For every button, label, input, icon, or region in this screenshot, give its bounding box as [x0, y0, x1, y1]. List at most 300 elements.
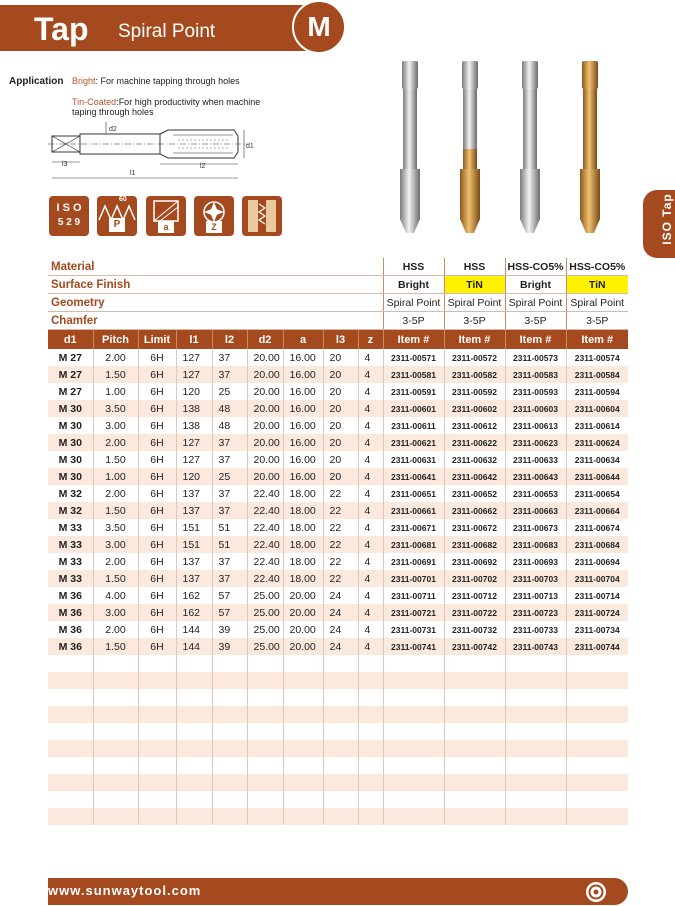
table-cell: 137	[176, 485, 212, 502]
tap-image-tin-hss	[460, 61, 480, 233]
item-number-cell: 2311-00673	[505, 519, 566, 536]
table-cell: 18.00	[283, 485, 323, 502]
table-cell: 2.00	[93, 553, 138, 570]
table-cell: 37	[212, 349, 247, 366]
empty-cell	[505, 706, 566, 723]
tap-image-bright-hss	[400, 61, 420, 233]
table-cell: 144	[176, 638, 212, 655]
table-cell: 18.00	[283, 536, 323, 553]
item-number-cell: 2311-00631	[383, 451, 444, 468]
item-number-cell: 2311-00633	[505, 451, 566, 468]
empty-cell	[444, 655, 505, 672]
table-cell: 25	[212, 468, 247, 485]
empty-cell	[566, 774, 628, 791]
empty-cell	[358, 774, 383, 791]
table-cell: 22	[323, 570, 358, 587]
empty-cell	[383, 757, 444, 774]
table-row	[48, 621, 628, 638]
item-number-cell: 2311-00664	[566, 502, 628, 519]
empty-cell	[247, 757, 283, 774]
table-cell: 137	[176, 502, 212, 519]
empty-cell	[138, 791, 176, 808]
item-number-cell: 2311-00743	[505, 638, 566, 655]
through-hole-icon	[242, 196, 282, 236]
table-cell: 37	[212, 553, 247, 570]
empty-cell	[176, 740, 212, 757]
item-number-cell: 2311-00642	[444, 468, 505, 485]
empty-cell	[323, 791, 358, 808]
tap-image-bright-hssco	[520, 61, 540, 233]
table-cell: 1.50	[93, 366, 138, 383]
empty-cell	[323, 757, 358, 774]
item-number-cell: 2311-00721	[383, 604, 444, 621]
empty-cell	[247, 655, 283, 672]
empty-cell	[247, 689, 283, 706]
table-cell: M 30	[48, 434, 93, 451]
table-cell: 18.00	[283, 502, 323, 519]
table-cell: 151	[176, 519, 212, 536]
empty-cell	[283, 774, 323, 791]
table-cell: M 30	[48, 468, 93, 485]
item-number-cell: 2311-00744	[566, 638, 628, 655]
table-cell: 6H	[138, 519, 176, 536]
table-cell: 4.00	[93, 587, 138, 604]
empty-cell	[566, 706, 628, 723]
empty-cell	[283, 706, 323, 723]
empty-cell	[358, 723, 383, 740]
empty-cell	[505, 791, 566, 808]
table-row	[48, 502, 628, 519]
table-cell: 20	[323, 468, 358, 485]
table-row	[48, 349, 628, 366]
item-number-cell: 2311-00572	[444, 349, 505, 366]
table-cell: M 33	[58, 521, 82, 534]
empty-cell	[323, 723, 358, 740]
column-header: a	[283, 330, 323, 350]
item-number-cell: 2311-00731	[383, 621, 444, 638]
table-cell: 20.00	[283, 638, 323, 655]
table-cell: 4	[358, 553, 383, 570]
table-cell: 20.00	[247, 468, 283, 485]
table-cell: 6H	[138, 417, 176, 434]
empty-cell	[383, 689, 444, 706]
empty-cell	[212, 672, 247, 689]
table-cell: 22.40	[247, 519, 283, 536]
empty-cell	[212, 655, 247, 672]
table-cell: 22	[323, 485, 358, 502]
table-row	[48, 434, 628, 451]
table-cell: 4	[358, 400, 383, 417]
empty-cell	[323, 689, 358, 706]
table-cell: M 36	[58, 623, 82, 636]
table-cell: 4	[358, 621, 383, 638]
table-cell: M 33	[48, 570, 93, 587]
empty-cell	[566, 689, 628, 706]
item-number-cell: 2311-00621	[383, 434, 444, 451]
table-cell: M 27	[48, 366, 93, 383]
table-row	[48, 468, 628, 485]
table-cell: M 30	[58, 419, 82, 432]
table-cell: 6H	[138, 349, 176, 366]
empty-cell	[323, 774, 358, 791]
item-number-cell: 2311-00652	[444, 485, 505, 502]
item-number-cell: 2311-00611	[383, 417, 444, 434]
empty-cell	[93, 774, 138, 791]
empty-cell	[283, 740, 323, 757]
empty-cell	[505, 723, 566, 740]
empty-cell	[212, 740, 247, 757]
flutes-icon: Z	[194, 196, 234, 236]
item-number-cell: 2311-00674	[566, 519, 628, 536]
empty-cell	[48, 757, 93, 774]
table-cell: 6H	[138, 502, 176, 519]
empty-cell	[247, 672, 283, 689]
empty-cell	[93, 740, 138, 757]
empty-cell	[138, 689, 176, 706]
empty-cell	[323, 808, 358, 825]
table-cell: 20.00	[247, 366, 283, 383]
table-cell: 137	[176, 553, 212, 570]
empty-cell	[138, 808, 176, 825]
empty-cell	[505, 689, 566, 706]
table-cell: 18.00	[283, 519, 323, 536]
empty-cell	[48, 689, 93, 706]
table-cell: 20.00	[247, 383, 283, 400]
table-cell: M 36	[48, 638, 93, 655]
empty-cell	[176, 791, 212, 808]
table-cell: 151	[176, 536, 212, 553]
empty-cell	[323, 672, 358, 689]
empty-cell	[212, 757, 247, 774]
table-cell: 22	[323, 502, 358, 519]
table-cell: 1.00	[93, 468, 138, 485]
empty-cell	[444, 706, 505, 723]
table-cell: 3.00	[93, 417, 138, 434]
empty-cell	[93, 706, 138, 723]
empty-cell	[138, 757, 176, 774]
table-cell: 6H	[138, 366, 176, 383]
empty-cell	[176, 723, 212, 740]
empty-cell	[48, 672, 93, 689]
item-number-cell: 2311-00592	[444, 383, 505, 400]
item-number-cell: 2311-00603	[505, 400, 566, 417]
table-cell: M 30	[58, 453, 82, 466]
empty-cell	[212, 774, 247, 791]
empty-cell	[283, 655, 323, 672]
table-cell: 20	[323, 451, 358, 468]
side-tab	[643, 190, 675, 258]
empty-cell	[93, 723, 138, 740]
table-cell: 20	[323, 349, 358, 366]
empty-cell	[505, 757, 566, 774]
table-cell: 22.40	[247, 536, 283, 553]
table-cell: 6H	[138, 451, 176, 468]
item-number-cell: 2311-00581	[383, 366, 444, 383]
empty-cell	[212, 808, 247, 825]
empty-cell	[138, 774, 176, 791]
item-number-cell: 2311-00682	[444, 536, 505, 553]
item-number-cell: 2311-00601	[383, 400, 444, 417]
table-cell: 37	[212, 570, 247, 587]
table-cell: 16.00	[283, 383, 323, 400]
empty-cell	[383, 723, 444, 740]
item-number-cell: 2311-00694	[566, 553, 628, 570]
table-cell: 25.00	[247, 621, 283, 638]
empty-cell	[566, 757, 628, 774]
item-number-cell: 2311-00724	[566, 604, 628, 621]
table-cell: 4	[358, 349, 383, 366]
table-cell: 39	[212, 638, 247, 655]
empty-cell	[247, 706, 283, 723]
empty-cell	[48, 808, 93, 825]
empty-row	[48, 672, 628, 689]
table-cell: 4	[358, 451, 383, 468]
table-cell: 1.50	[93, 638, 138, 655]
table-row	[48, 638, 628, 655]
footer-url: www.sunwaytool.com	[48, 883, 202, 898]
geometry-row: Geometry Spiral Point Spiral Point Spiral Point Spiral Point	[48, 294, 628, 312]
table-cell: 51	[212, 536, 247, 553]
table-cell: 6H	[138, 587, 176, 604]
table-cell: M 36	[58, 589, 82, 602]
empty-row	[48, 655, 628, 672]
table-cell: 20	[323, 417, 358, 434]
application-label: Application	[9, 76, 64, 87]
empty-cell	[48, 791, 93, 808]
empty-cell	[444, 791, 505, 808]
empty-cell	[283, 808, 323, 825]
item-number-cell: 2311-00734	[566, 621, 628, 638]
table-cell: 37	[212, 434, 247, 451]
empty-cell	[48, 740, 93, 757]
table-cell: 25.00	[247, 587, 283, 604]
empty-cell	[176, 689, 212, 706]
item-number-cell: 2311-00654	[566, 485, 628, 502]
table-cell: 6H	[138, 485, 176, 502]
table-cell: M 30	[48, 400, 93, 417]
item-number-cell: 2311-00723	[505, 604, 566, 621]
empty-cell	[138, 706, 176, 723]
empty-cell	[48, 774, 93, 791]
table-cell: 25.00	[247, 638, 283, 655]
table-cell: 6H	[138, 570, 176, 587]
table-cell: 6H	[138, 468, 176, 485]
table-cell: 138	[176, 400, 212, 417]
table-cell: 22	[323, 553, 358, 570]
column-header: l3	[323, 330, 358, 350]
table-row	[48, 400, 628, 417]
item-number-cell: 2311-00622	[444, 434, 505, 451]
empty-cell	[383, 655, 444, 672]
table-cell: 127	[176, 366, 212, 383]
table-row	[48, 451, 628, 468]
empty-cell	[383, 791, 444, 808]
empty-cell	[383, 774, 444, 791]
item-number-cell: 2311-00594	[566, 383, 628, 400]
table-cell: M 27	[58, 385, 82, 398]
table-row	[48, 570, 628, 587]
item-number-cell: 2311-00584	[566, 366, 628, 383]
item-number-cell: 2311-00703	[505, 570, 566, 587]
empty-row	[48, 791, 628, 808]
item-number-cell: 2311-00722	[444, 604, 505, 621]
table-cell: 20.00	[247, 400, 283, 417]
table-cell: 37	[212, 451, 247, 468]
empty-cell	[358, 808, 383, 825]
surface-finish-row: Surface Finish Bright TiN Bright TiN	[48, 276, 628, 294]
table-cell: 48	[212, 417, 247, 434]
empty-cell	[505, 808, 566, 825]
table-cell: 37	[212, 366, 247, 383]
empty-cell	[93, 655, 138, 672]
table-cell: 20.00	[247, 451, 283, 468]
table-cell: 16.00	[283, 468, 323, 485]
table-cell: 4	[358, 502, 383, 519]
table-cell: M 33	[58, 555, 82, 568]
item-number-cell: 2311-00704	[566, 570, 628, 587]
empty-cell	[383, 706, 444, 723]
empty-cell	[383, 740, 444, 757]
table-cell: 1.50	[93, 502, 138, 519]
column-header: Limit	[138, 330, 176, 350]
empty-cell	[444, 774, 505, 791]
thread-angle-icon: 60 P	[97, 196, 137, 236]
item-number-cell: 2311-00692	[444, 553, 505, 570]
table-cell: 162	[176, 604, 212, 621]
column-header: d2	[247, 330, 283, 350]
table-cell: 162	[176, 587, 212, 604]
empty-cell	[566, 740, 628, 757]
table-cell: 24	[323, 604, 358, 621]
empty-cell	[358, 791, 383, 808]
table-cell: 22	[323, 519, 358, 536]
empty-cell	[444, 723, 505, 740]
item-number-cell: 2311-00681	[383, 536, 444, 553]
table-cell: M 32	[48, 502, 93, 519]
item-number-cell: 2311-00663	[505, 502, 566, 519]
item-number-cell: 2311-00641	[383, 468, 444, 485]
item-number-cell: 2311-00591	[383, 383, 444, 400]
table-cell: 20.00	[247, 434, 283, 451]
table-cell: 57	[212, 604, 247, 621]
table-cell: 18.00	[283, 570, 323, 587]
material-row: Material HSS HSS HSS-CO5% HSS-CO5%	[48, 258, 628, 276]
chamfer-icon: a	[146, 196, 186, 236]
empty-cell	[444, 740, 505, 757]
empty-cell	[176, 672, 212, 689]
item-number-cell: 2311-00662	[444, 502, 505, 519]
empty-cell	[566, 672, 628, 689]
empty-cell	[93, 689, 138, 706]
empty-cell	[283, 723, 323, 740]
table-cell: 120	[176, 383, 212, 400]
item-number-cell: 2311-00691	[383, 553, 444, 570]
page-title: Tap	[34, 11, 89, 47]
table-cell: 24	[323, 621, 358, 638]
empty-cell	[566, 655, 628, 672]
empty-cell	[212, 791, 247, 808]
table-cell: 1.00	[93, 383, 138, 400]
table-cell: 120	[176, 468, 212, 485]
table-cell: 22.40	[247, 485, 283, 502]
table-row	[48, 536, 628, 553]
application-tin: Tin-Coated:For high productivity when machine taping through holes	[72, 97, 261, 117]
table-cell: 2.00	[93, 434, 138, 451]
table-cell: 6H	[138, 553, 176, 570]
table-cell: 3.50	[93, 519, 138, 536]
empty-cell	[247, 723, 283, 740]
empty-cell	[358, 740, 383, 757]
item-number-cell: 2311-00672	[444, 519, 505, 536]
table-cell: 37	[212, 485, 247, 502]
item-number-cell: 2311-00632	[444, 451, 505, 468]
table-cell: M 32	[58, 487, 82, 500]
side-tab-label: ISO Tap	[660, 193, 674, 245]
title-banner	[0, 5, 336, 51]
table-row	[48, 383, 628, 400]
empty-cell	[358, 672, 383, 689]
empty-cell	[358, 655, 383, 672]
table-cell: 3.00	[93, 536, 138, 553]
item-number-cell: 2311-00713	[505, 587, 566, 604]
table-cell: 16.00	[283, 349, 323, 366]
item-number-cell: 2311-00593	[505, 383, 566, 400]
empty-row	[48, 808, 628, 825]
table-cell: 4	[358, 638, 383, 655]
table-cell: 20.00	[283, 621, 323, 638]
table-cell: M 36	[48, 604, 93, 621]
empty-cell	[212, 723, 247, 740]
item-number-cell: 2311-00683	[505, 536, 566, 553]
table-cell: 4	[358, 366, 383, 383]
empty-cell	[505, 740, 566, 757]
table-cell: 20	[323, 400, 358, 417]
table-cell: 1.50	[93, 451, 138, 468]
table-cell: 20	[323, 434, 358, 451]
column-header: l2	[212, 330, 247, 350]
table-row	[48, 587, 628, 604]
empty-cell	[383, 672, 444, 689]
table-cell: 22.40	[247, 553, 283, 570]
tap-product-images	[392, 55, 632, 245]
table-cell: 4	[358, 587, 383, 604]
empty-cell	[247, 774, 283, 791]
table-cell: 4	[358, 519, 383, 536]
empty-cell	[48, 723, 93, 740]
empty-cell	[283, 689, 323, 706]
table-cell: 4	[358, 434, 383, 451]
empty-cell	[247, 808, 283, 825]
table-cell: 22.40	[247, 502, 283, 519]
column-header: Pitch	[93, 330, 138, 350]
table-cell: 18.00	[283, 553, 323, 570]
column-header-row	[48, 330, 628, 350]
table-cell: 24	[323, 638, 358, 655]
footer-bar	[48, 878, 628, 905]
item-number-cell: 2311-00701	[383, 570, 444, 587]
table-cell: 51	[212, 519, 247, 536]
empty-row	[48, 689, 628, 706]
item-number-cell: 2311-00711	[383, 587, 444, 604]
table-row	[48, 417, 628, 434]
item-number-cell: 2311-00661	[383, 502, 444, 519]
table-cell: 16.00	[283, 366, 323, 383]
item-number-cell: 2311-00582	[444, 366, 505, 383]
empty-cell	[93, 791, 138, 808]
l1-label: l1	[130, 170, 136, 177]
l3-label: l3	[62, 161, 68, 168]
table-cell: 4	[358, 536, 383, 553]
